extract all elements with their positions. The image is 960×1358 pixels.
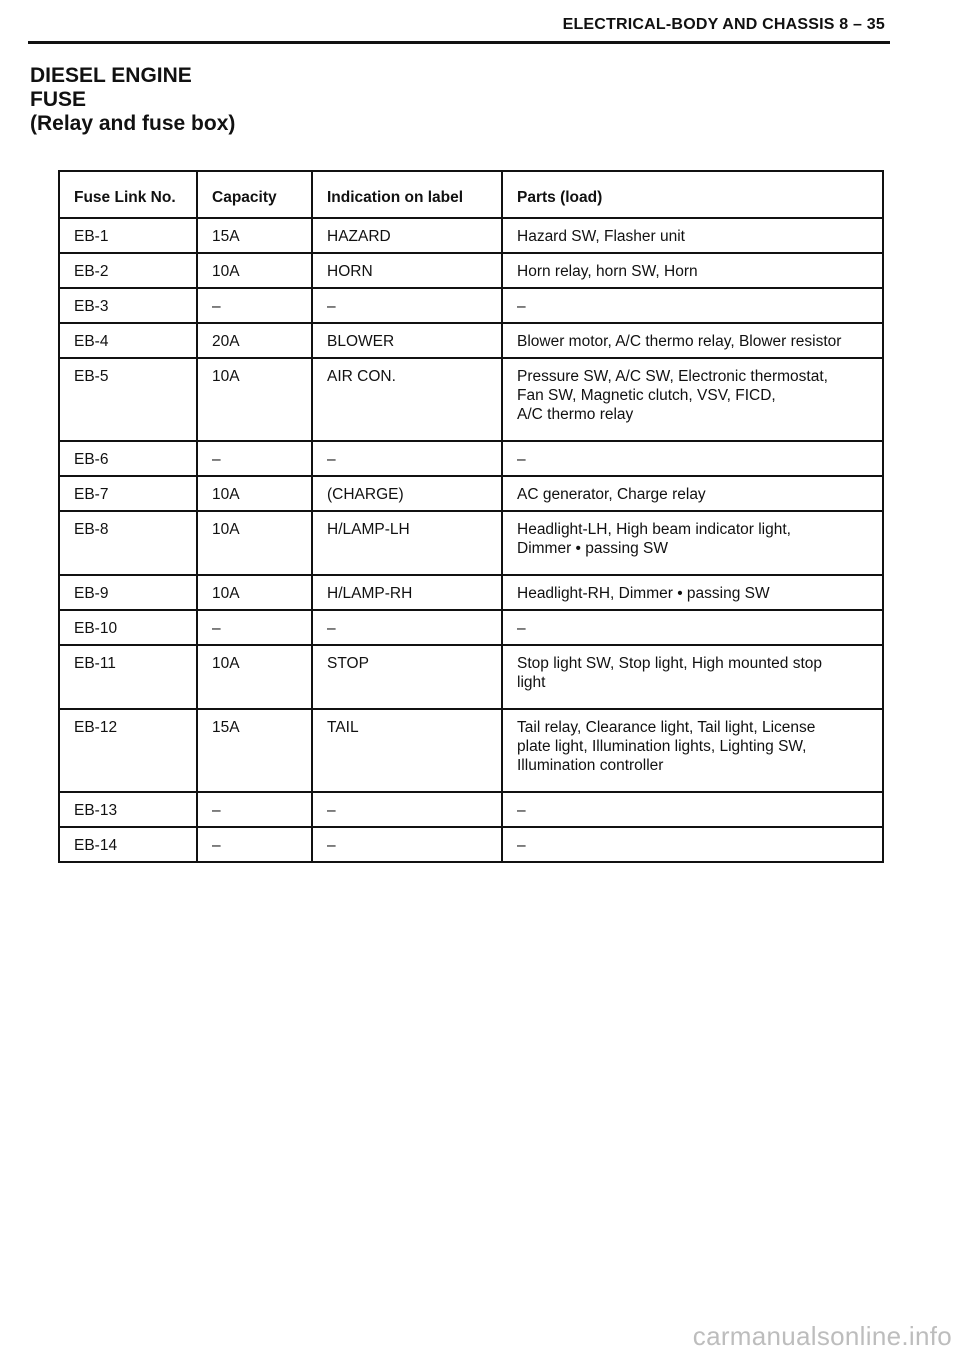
cell-indication: – — [312, 792, 502, 827]
parts-line: – — [517, 620, 526, 637]
cell-parts — [502, 827, 883, 862]
section-heading — [30, 64, 235, 136]
cell-indication: – — [312, 610, 502, 645]
parts-line: AC generator, Charge relay — [517, 486, 706, 503]
cell-capacity: 15A — [197, 709, 312, 792]
parts-line: Pressure SW, A/C SW, Electronic thermostat, — [517, 368, 828, 385]
cell-parts — [502, 288, 883, 323]
column-header-indication: Indication on label — [312, 171, 502, 218]
cell-capacity: 10A — [197, 476, 312, 511]
cell-parts — [502, 253, 883, 288]
cell-fuse-link: EB-12 — [59, 709, 197, 792]
parts-line: Dimmer • passing SW — [517, 540, 668, 557]
parts-line: Stop light SW, Stop light, High mounted stop — [517, 655, 823, 672]
cell-parts — [502, 218, 883, 253]
header-rule — [28, 41, 890, 44]
parts-line: Headlight-RH, Dimmer • passing SW — [517, 585, 770, 602]
cell-indication: (CHARGE) — [312, 476, 502, 511]
cell-fuse-link: EB-1 — [59, 218, 197, 253]
cell-indication: BLOWER — [312, 323, 502, 358]
table-header-row — [59, 171, 883, 218]
cell-capacity: 10A — [197, 358, 312, 441]
parts-line: Headlight-LH, High beam indicator light, — [517, 521, 791, 538]
table-row — [59, 288, 883, 323]
table-row — [59, 358, 883, 441]
cell-capacity: – — [197, 288, 312, 323]
parts-line: plate light, Illumination lights, Lighting SW, — [517, 738, 807, 755]
cell-capacity: 10A — [197, 575, 312, 610]
cell-fuse-link: EB-5 — [59, 358, 197, 441]
parts-line: A/C thermo relay — [517, 406, 634, 423]
fuse-table — [58, 170, 884, 863]
cell-parts — [502, 511, 883, 575]
cell-indication: H/LAMP-LH — [312, 511, 502, 575]
cell-parts — [502, 575, 883, 610]
cell-fuse-link: EB-13 — [59, 792, 197, 827]
cell-indication: H/LAMP-RH — [312, 575, 502, 610]
cell-parts — [502, 610, 883, 645]
cell-capacity: 10A — [197, 645, 312, 709]
cell-parts — [502, 358, 883, 441]
parts-line: – — [517, 298, 526, 315]
cell-capacity: 20A — [197, 323, 312, 358]
cell-fuse-link: EB-10 — [59, 610, 197, 645]
cell-parts — [502, 792, 883, 827]
cell-fuse-link: EB-7 — [59, 476, 197, 511]
cell-indication: – — [312, 441, 502, 476]
cell-fuse-link: EB-3 — [59, 288, 197, 323]
table-row — [59, 575, 883, 610]
cell-indication: AIR CON. — [312, 358, 502, 441]
parts-line: Tail relay, Clearance light, Tail light, License — [517, 719, 816, 736]
table-row — [59, 511, 883, 575]
cell-parts — [502, 323, 883, 358]
cell-parts — [502, 645, 883, 709]
table-row — [59, 323, 883, 358]
parts-line: – — [517, 451, 526, 468]
parts-line: – — [517, 837, 526, 854]
table-row — [59, 476, 883, 511]
watermark: carmanualsonline.info — [692, 1321, 952, 1351]
cell-indication: HORN — [312, 253, 502, 288]
cell-capacity: – — [197, 792, 312, 827]
fuse-table-body — [59, 218, 883, 862]
cell-parts — [502, 709, 883, 792]
parts-line: Illumination controller — [517, 757, 664, 774]
cell-capacity: – — [197, 827, 312, 862]
cell-capacity: 10A — [197, 511, 312, 575]
cell-parts — [502, 441, 883, 476]
column-header-capacity: Capacity — [197, 171, 312, 218]
heading-line-engine: DIESEL ENGINE — [30, 64, 192, 87]
cell-fuse-link: EB-2 — [59, 253, 197, 288]
table-row — [59, 709, 883, 792]
table-row — [59, 218, 883, 253]
table-row — [59, 610, 883, 645]
cell-indication: TAIL — [312, 709, 502, 792]
cell-fuse-link: EB-11 — [59, 645, 197, 709]
cell-indication: – — [312, 827, 502, 862]
cell-capacity: 10A — [197, 253, 312, 288]
parts-line: Fan SW, Magnetic clutch, VSV, FICD, — [517, 387, 776, 404]
parts-line: Blower motor, A/C thermo relay, Blower resistor — [517, 333, 842, 350]
cell-indication: – — [312, 288, 502, 323]
cell-fuse-link: EB-8 — [59, 511, 197, 575]
cell-fuse-link: EB-9 — [59, 575, 197, 610]
table-row — [59, 441, 883, 476]
cell-capacity: – — [197, 610, 312, 645]
parts-line: Hazard SW, Flasher unit — [517, 228, 685, 245]
cell-fuse-link: EB-4 — [59, 323, 197, 358]
cell-indication: HAZARD — [312, 218, 502, 253]
heading-line-fuse: FUSE — [30, 88, 87, 111]
cell-fuse-link: EB-14 — [59, 827, 197, 862]
column-header-fuse-link-no: Fuse Link No. — [59, 171, 197, 218]
cell-capacity: – — [197, 441, 312, 476]
table-row — [59, 827, 883, 862]
cell-indication: STOP — [312, 645, 502, 709]
table-row — [59, 253, 883, 288]
running-header: ELECTRICAL-BODY AND CHASSIS 8 – 35 — [562, 16, 885, 33]
cell-fuse-link: EB-6 — [59, 441, 197, 476]
parts-line: – — [517, 802, 526, 819]
parts-line: Horn relay, horn SW, Horn — [517, 263, 698, 280]
heading-line-box: (Relay and fuse box) — [30, 112, 236, 135]
column-header-parts: Parts (load) — [502, 171, 883, 218]
table-row — [59, 645, 883, 709]
parts-line: light — [517, 674, 546, 691]
cell-parts — [502, 476, 883, 511]
table-row — [59, 792, 883, 827]
cell-capacity: 15A — [197, 218, 312, 253]
